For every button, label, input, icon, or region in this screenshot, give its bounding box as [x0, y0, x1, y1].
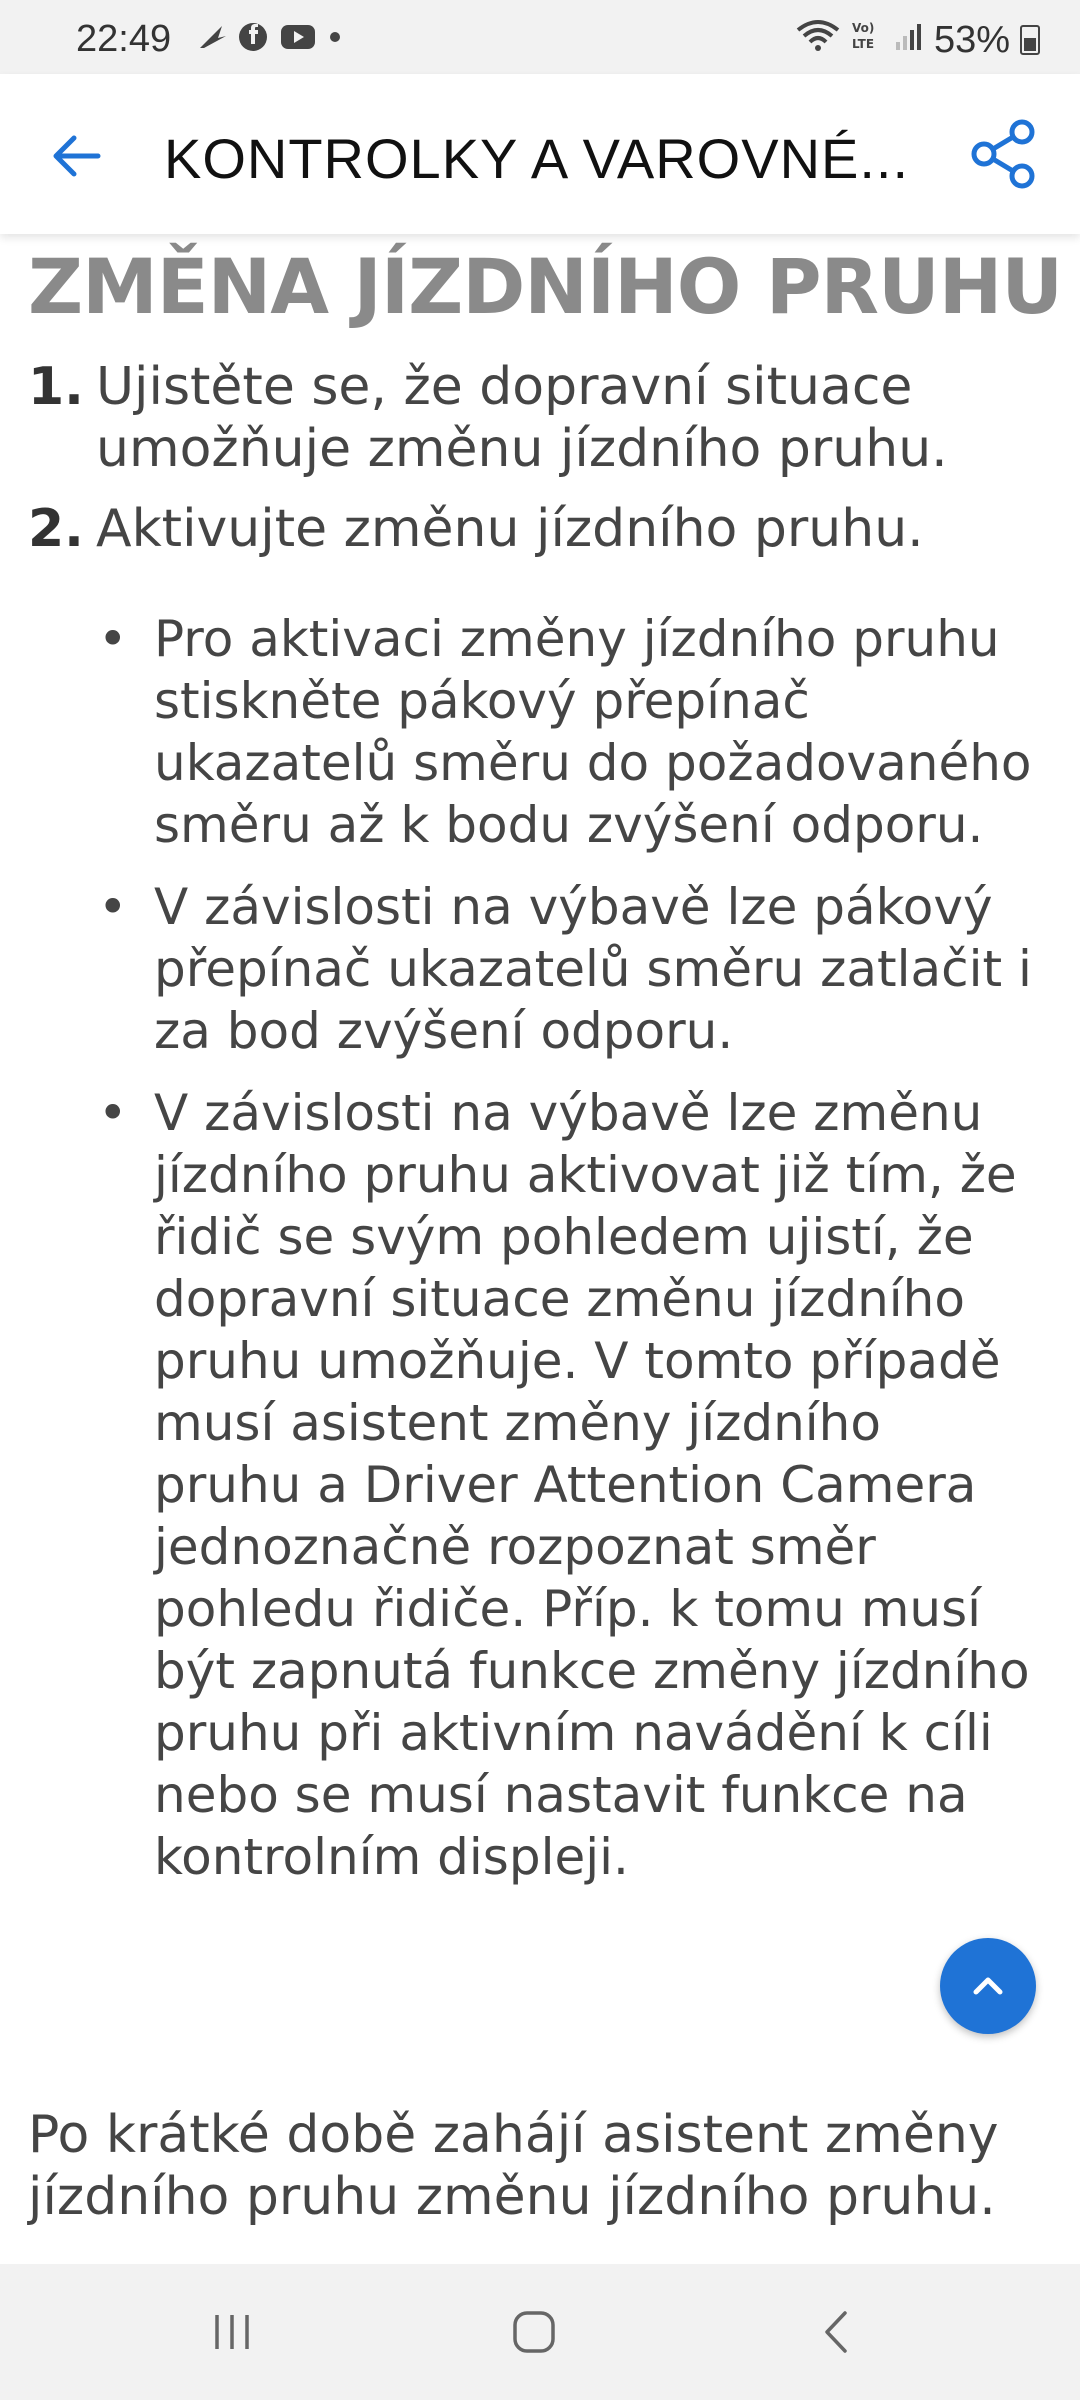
step-item [28, 356, 1048, 480]
battery-label: 53% [933, 18, 1010, 61]
facebook-icon [238, 22, 268, 57]
arrow-left-icon [48, 128, 104, 184]
recent-apps-button[interactable] [182, 2294, 282, 2370]
summary-paragraph: Po krátké době zahájí asistent změny jízdního pruhu změnu jízdního pruhu. [28, 2105, 999, 2227]
steps-list [28, 356, 1048, 578]
step-text: Ujistěte se, že dopravní situace umožňuje změnu jízdního pruhu. [96, 357, 948, 479]
bullet-text: Pro aktivaci změny jízdního pruhu stiskněte pákový přepínač ukazatelů směru do požadovaného směru až k bodu zvýšení odporu. [154, 610, 1032, 854]
status-time: 22:49 [76, 18, 172, 60]
nav-back-button[interactable] [788, 2294, 888, 2370]
section-heading: ZMĚNA JÍZDNÍHO PRUHU [28, 242, 1063, 331]
status-right [796, 18, 1040, 62]
bullet-dot-icon: • [98, 1084, 128, 1142]
dot-icon [328, 30, 342, 49]
scroll-to-top-button[interactable] [940, 1938, 1036, 2034]
step-number: 2. [28, 499, 84, 559]
notification-icon [196, 22, 226, 57]
youtube-icon [280, 23, 316, 56]
wifi-icon [796, 18, 840, 62]
recent-apps-icon [207, 2307, 257, 2357]
svg-text:LTE: LTE [851, 37, 874, 51]
step-item [28, 498, 1048, 560]
app-bar [0, 74, 1080, 234]
share-icon [968, 118, 1040, 190]
bullet-item [98, 876, 1038, 1062]
status-bar [0, 0, 1080, 74]
bullet-list [98, 608, 1038, 1908]
home-icon [509, 2307, 559, 2357]
back-button[interactable] [40, 120, 112, 192]
svg-text:Vo): Vo) [851, 21, 875, 35]
bullet-item [98, 1082, 1038, 1888]
system-nav-bar [0, 2264, 1080, 2400]
chevron-up-icon [966, 1964, 1010, 2008]
bullet-dot-icon: • [98, 878, 128, 936]
bullet-dot-icon: • [98, 610, 128, 668]
status-left-icons [196, 22, 342, 57]
battery-icon [1020, 25, 1040, 55]
step-number: 1. [28, 357, 84, 417]
step-text: Aktivujte změnu jízdního pruhu. [96, 499, 924, 559]
page-title: KONTROLKY A VAROVNÉ... [164, 127, 910, 190]
bullet-item [98, 608, 1038, 856]
back-icon [813, 2307, 863, 2357]
bullet-text: V závislosti na výbavě lze pákový přepínač ukazatelů směru zatlačit i za bod zvýšení odporu. [154, 878, 1032, 1060]
article-content [0, 234, 1080, 2264]
volte-icon [850, 18, 884, 62]
signal-icon [894, 19, 924, 62]
share-button[interactable] [964, 114, 1044, 194]
bullet-text: V závislosti na výbavě lze změnu jízdního pruhu aktivovat již tím, že řidič se svým pohledem ujistí, že dopravní situace změnu jízdního pruhu umožňuje. V tomto případě musí asistent změny jízdního pruhu a Driver Attention Camera jednoznačně rozpoznat směr pohledu řidiče. Příp. k tomu musí být zapnutá funkce změny jízdního pruhu při aktivním navádění k cíli nebo se musí nastavit funkce na kontrolním displeji. [154, 1084, 1030, 1886]
home-button[interactable] [484, 2294, 584, 2370]
